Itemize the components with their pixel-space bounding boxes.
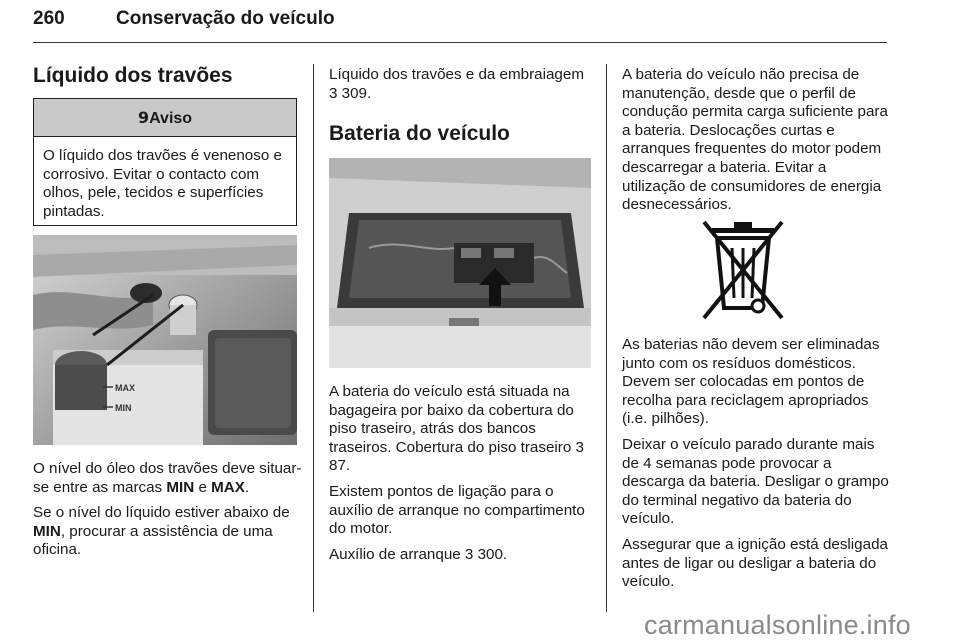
right-text-bottom: [622, 336, 890, 599]
brake-fluid-level-paragraph: O nível do óleo dos travões deve situar-se entre as marcas MIN e MAX.: [33, 460, 302, 496]
battery-location-paragraph: A bateria do veículo está situada na bagageira por baixo da cobertura do piso traseiro, atrás dos bancos traseiros. Cobertura do piso traseiro 3 87.: [329, 383, 584, 475]
battery-maintenance-paragraph: A bateria do veículo não precisa de manutenção, desde que o perfil de condução permita carga suficiente para a bateria. Deslocações curtas e arranques frequentes do motor podem descarregar a bateria. Evitar a utilização de consumidores de energia desnecessários.: [622, 66, 888, 214]
brake-fluid-reservoir-image: [33, 235, 297, 445]
chapter-title: Conservação do veículo: [116, 8, 335, 29]
warning-header: [34, 99, 296, 137]
crossed-out-bin-icon: [700, 218, 786, 322]
max-mark-label: MAX: [115, 383, 135, 393]
battery-discharge-paragraph: Deixar o veículo parado durante mais de 4 semanas pode provocar a descarga da bateria. Desligar o grampo do terminal negativo da bateria do veículo.: [622, 435, 889, 528]
warning-text: O líquido dos travões é venenoso e corrosivo. Evitar o contacto com olhos, pele, tecidos e superfícies pintadas.: [43, 147, 282, 220]
brake-fluid-below-min-paragraph: Se o nível do líquido estiver abaixo de MIN, procurar a assistência de uma oficina.: [33, 504, 290, 559]
watermark: carmanualsonline.info: [644, 610, 911, 640]
warning-symbol: 9: [137, 108, 150, 127]
clutch-fluid-page-ref: 3 309.: [329, 84, 372, 102]
left-text: [33, 460, 303, 567]
section-heading-brake-fluid: Líquido dos travões: [33, 64, 233, 87]
floor-cover-page-ref: 3 87.: [329, 438, 584, 475]
right-text-top: [622, 66, 890, 222]
warning-box: [33, 98, 297, 226]
battery-disposal-paragraph: As baterias não devem ser eliminadas junto com os resíduos domésticos. Devem ser colocadas em pontos de recolha para reciclagem apropriados (i.e. pilhões).: [622, 336, 880, 428]
middle-text: [329, 383, 597, 571]
page-header: [33, 8, 887, 43]
jump-start-reference: Auxílio de arranque 3 300.: [329, 545, 508, 563]
page-number: 260: [33, 8, 65, 29]
jump-start-points-paragraph: Existem pontos de ligação para o auxílio de arranque no compartimento do motor.: [329, 482, 585, 538]
middle-intro: [329, 66, 599, 103]
ignition-off-paragraph: Assegurar que a ignição está desligada antes de ligar ou desligar a bateria do veículo.: [622, 535, 888, 591]
section-heading-vehicle-battery: Bateria do veículo: [329, 122, 510, 145]
clutch-fluid-reference: Líquido dos travões e da embraiagem: [329, 66, 584, 83]
trunk-battery-image: [329, 158, 591, 368]
min-mark-label: MIN: [115, 403, 132, 413]
column-divider-2: [606, 64, 607, 612]
warning-title: Aviso: [149, 110, 193, 127]
column-divider-1: [313, 64, 314, 612]
